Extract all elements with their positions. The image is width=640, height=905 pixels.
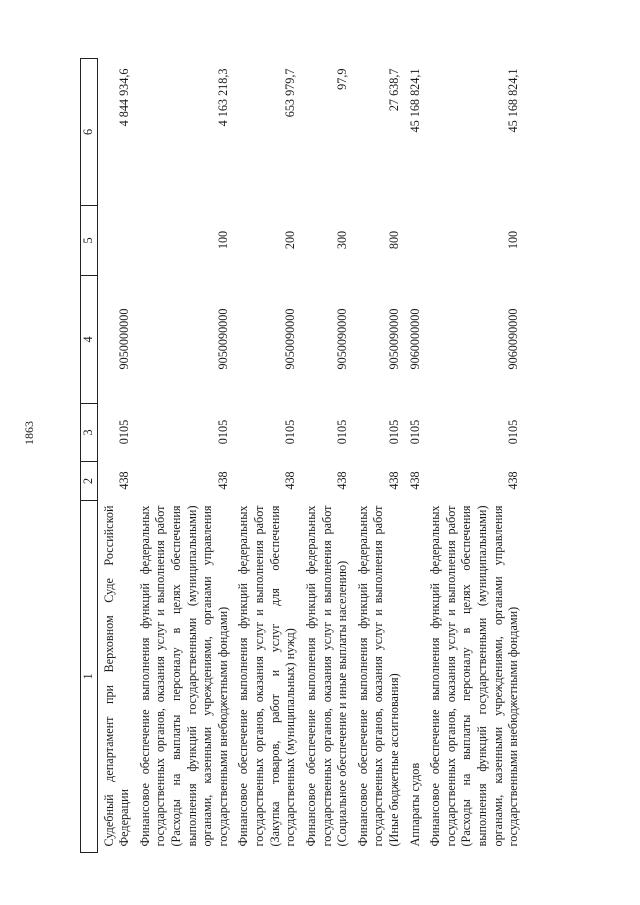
- row-admin: 438: [215, 471, 230, 490]
- row-name: Судебный департамент при Верховном Суде Российской Федерации: [101, 505, 132, 847]
- rotated-page: [80, 59, 635, 853]
- table-row: [232, 59, 299, 853]
- page-number: 1863: [22, 421, 36, 445]
- row-admin: 438: [283, 471, 298, 490]
- row-section: 0105: [215, 419, 230, 445]
- row-amount: 97,9: [335, 68, 350, 90]
- row-amount: 653 979,7: [283, 68, 298, 118]
- budget-table: [80, 58, 523, 853]
- column-header: 6: [81, 59, 98, 206]
- row-admin: 438: [407, 471, 422, 490]
- column-header: 5: [81, 206, 98, 276]
- column-header: 2: [81, 462, 98, 501]
- row-amount: 45 168 824,1: [506, 68, 521, 133]
- row-expense-type: 800: [386, 230, 401, 250]
- row-section: 0105: [386, 419, 401, 445]
- table-row: [424, 59, 523, 853]
- row-admin: 438: [506, 471, 521, 490]
- row-expense-type: 100: [506, 230, 521, 250]
- row-admin: 438: [386, 471, 401, 490]
- table-row: [300, 59, 352, 853]
- row-expense-type: [404, 206, 425, 276]
- row-expense-type: [97, 206, 134, 276]
- row-target: 9050090000: [215, 308, 230, 370]
- row-amount: 4 163 218,3: [215, 68, 230, 127]
- row-name: Финансовое обеспечение выполнения функций федеральных государственных органов, оказания услуг и выполнения работ (Расходы на выплаты персоналу в целях обеспечения выполнения функций государственными (муниципальными) органами, казенными учреждениями, органами управления государственными внебюджетными фондами): [137, 505, 230, 847]
- row-admin: 438: [335, 471, 350, 490]
- row-name: Финансовое обеспечение выполнения функций федеральных государственных органов, оказания услуг и выполнения работ (Социальное обеспечение и иные выплаты населению): [303, 505, 350, 847]
- row-amount: 45 168 824,1: [407, 68, 422, 133]
- table-header-row: [81, 59, 98, 853]
- row-section: 0105: [506, 419, 521, 445]
- table-row: [97, 59, 134, 853]
- table-row: [352, 59, 404, 853]
- row-amount: 4 844 934,6: [117, 68, 132, 127]
- row-amount: 27 638,7: [386, 68, 401, 112]
- column-header: 4: [81, 276, 98, 404]
- row-section: 0105: [283, 419, 298, 445]
- row-expense-type: 200: [283, 230, 298, 250]
- row-admin: 438: [117, 471, 132, 490]
- row-target: 9050000000: [117, 308, 132, 370]
- row-name: Аппараты судов: [407, 762, 422, 847]
- column-header: 1: [81, 501, 98, 853]
- row-target: 9050090000: [386, 308, 401, 370]
- row-expense-type: 100: [215, 230, 230, 250]
- row-section: 0105: [117, 419, 132, 445]
- row-section: 0105: [335, 419, 350, 445]
- row-target: 9050090000: [283, 308, 298, 370]
- row-section: 0105: [407, 419, 422, 445]
- row-expense-type: 300: [335, 230, 350, 250]
- row-name: Финансовое обеспечение выполнения функций федеральных государственных органов, оказания услуг и выполнения работ (Иные бюджетные ассигнования): [355, 505, 401, 847]
- table-row: [134, 59, 233, 853]
- table-row: [404, 59, 425, 853]
- column-header: 3: [81, 404, 98, 462]
- row-target: 9050090000: [335, 308, 350, 370]
- row-target: 9060090000: [506, 308, 521, 370]
- row-name: Финансовое обеспечение выполнения функций федеральных государственных органов, оказания услуг и выполнения работ (Закупка товаров, работ и услуг для обеспечения государственных (муниципальных) нужд): [236, 505, 298, 847]
- row-name: Финансовое обеспечение выполнения функций федеральных государственных органов, оказания услуг и выполнения работ (Расходы на выплаты персоналу в целях обеспечения выполнения функций государственными (муниципальными) органами, казенными учреждениями, органами управления государственными внебюджетными фондами): [428, 505, 521, 847]
- row-target: 9060000000: [407, 308, 422, 370]
